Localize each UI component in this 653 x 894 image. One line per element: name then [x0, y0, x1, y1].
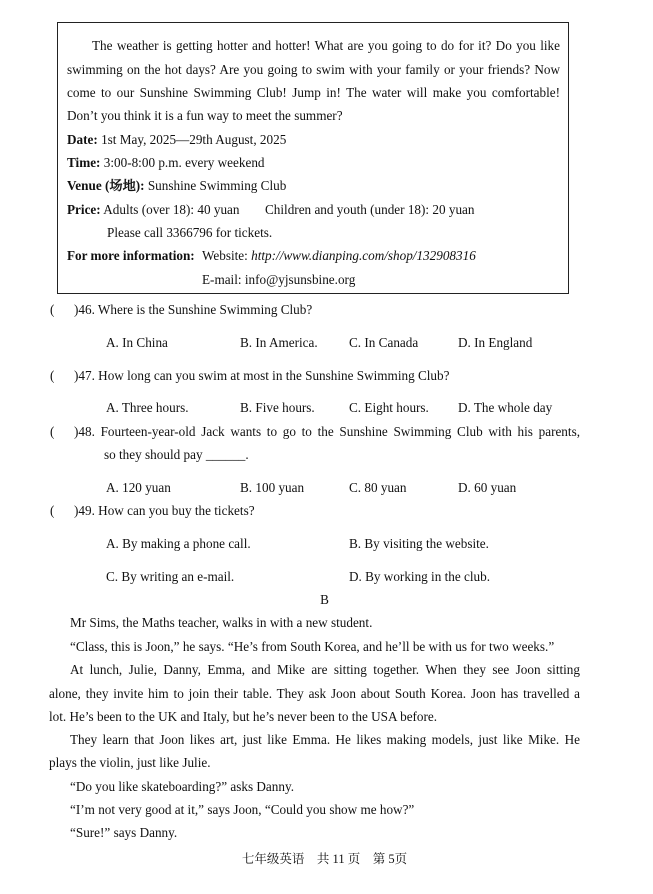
question-49-option-b[interactable]: B. By visiting the website.	[349, 536, 489, 551]
info-label: For more information:	[67, 248, 195, 263]
question-47-option-c[interactable]: C. Eight hours.	[349, 400, 429, 415]
question-47-option-d[interactable]: D. The whole day	[458, 400, 553, 415]
question-49-option-a[interactable]: A. By making a phone call.	[106, 536, 251, 551]
notice-info	[67, 248, 195, 264]
notice-website	[202, 248, 476, 264]
question-48-text: )48. Fourteen-year-old Jack wants to go to the Sunshine Swimming Club with his parents,	[74, 424, 580, 439]
notice-email: E-mail: info@yjsunsbine.org	[202, 272, 356, 287]
notice-venue	[67, 178, 286, 194]
question-46-option-c[interactable]: C. In Canada	[349, 335, 419, 350]
question-48-option-b[interactable]: B. 100 yuan	[240, 480, 305, 495]
passage-line-10: “Sure!” says Danny.	[70, 825, 178, 840]
passage-line-4: alone, they invite him to join their table. They ask Joon about South Korea. Joon has travelled a	[49, 686, 580, 701]
time-value: 3:00-8:00 p.m. every weekend	[103, 155, 265, 170]
passage-line-7: plays the violin, just like Julie.	[49, 755, 211, 770]
passage-line-1: Mr Sims, the Maths teacher, walks in with a new student.	[70, 615, 373, 630]
question-48-paren[interactable]: (	[50, 424, 55, 439]
question-48-continuation: so they should pay ______.	[104, 447, 249, 462]
passage-line-9: “I’m not very good at it,” says Joon, “Could you show me how?”	[70, 802, 415, 817]
section-b-heading: B	[320, 592, 329, 607]
website-url[interactable]: http://www.dianping.com/shop/132908316	[251, 248, 476, 263]
date-label: Date:	[67, 132, 98, 147]
website-label: Website:	[202, 248, 248, 263]
notice-intro-line-2: swimming on the hot days? Are you going to swim with your family or your friends? Now	[67, 62, 560, 77]
notice-intro-line-1: The weather is getting hotter and hotter! What are you going to do for it? Do you like	[92, 38, 560, 53]
notice-time	[67, 155, 265, 171]
question-49-paren[interactable]: (	[50, 503, 55, 518]
price-adults: Adults (over 18): 40 yuan	[103, 202, 240, 217]
question-46-paren[interactable]: (	[50, 302, 55, 317]
notice-intro-line-4: Don’t you think it is a fun way to meet the summer?	[67, 108, 343, 123]
passage-line-5: lot. He’s been to the UK and Italy, but he’s never been to the USA before.	[49, 709, 438, 724]
time-label: Time:	[67, 155, 101, 170]
question-48-option-c[interactable]: C. 80 yuan	[349, 480, 407, 495]
question-46-option-a[interactable]: A. In China	[106, 335, 168, 350]
passage-line-3: At lunch, Julie, Danny, Emma, and Mike are sitting together. When they see Joon sitting	[70, 662, 580, 677]
passage-line-8: “Do you like skateboarding?” asks Danny.	[70, 779, 294, 794]
passage-line-2: “Class, this is Joon,” he says. “He’s from South Korea, and he’ll be with us for two weeks.”	[70, 639, 555, 654]
question-47-text: )47. How long can you swim at most in the Sunshine Swimming Club?	[74, 368, 450, 383]
date-value: 1st May, 2025—29th August, 2025	[101, 132, 287, 147]
page-footer: 七年级英语 共 11 页 第 5页	[241, 852, 408, 866]
price-children: Children and youth (under 18): 20 yuan	[265, 202, 475, 217]
venue-value: Sunshine Swimming Club	[147, 178, 287, 193]
question-46-text: )46. Where is the Sunshine Swimming Club?	[74, 302, 313, 317]
question-49-text: )49. How can you buy the tickets?	[74, 503, 255, 518]
question-48-option-d[interactable]: D. 60 yuan	[458, 480, 517, 495]
question-47-option-b[interactable]: B. Five hours.	[240, 400, 315, 415]
question-47-paren[interactable]: (	[50, 368, 55, 383]
question-49-option-c[interactable]: C. By writing an e-mail.	[106, 569, 235, 584]
venue-label: Venue (场地):	[67, 178, 145, 193]
question-46-option-b[interactable]: B. In America.	[240, 335, 318, 350]
question-49-option-d[interactable]: D. By working in the club.	[349, 569, 491, 584]
question-46-option-d[interactable]: D. In England	[458, 335, 533, 350]
notice-call: Please call 3366796 for tickets.	[107, 225, 273, 240]
passage-line-6: They learn that Joon likes art, just like Emma. He likes making models, just like Mike. He	[70, 732, 580, 747]
notice-intro-line-3: come to our Sunshine Swimming Club! Jump in! The water will make you comfortable!	[67, 85, 560, 100]
price-label: Price:	[67, 202, 101, 217]
notice-date	[67, 132, 286, 148]
question-47-option-a[interactable]: A. Three hours.	[106, 400, 189, 415]
question-48-option-a[interactable]: A. 120 yuan	[106, 480, 171, 495]
notice-price	[67, 202, 240, 218]
